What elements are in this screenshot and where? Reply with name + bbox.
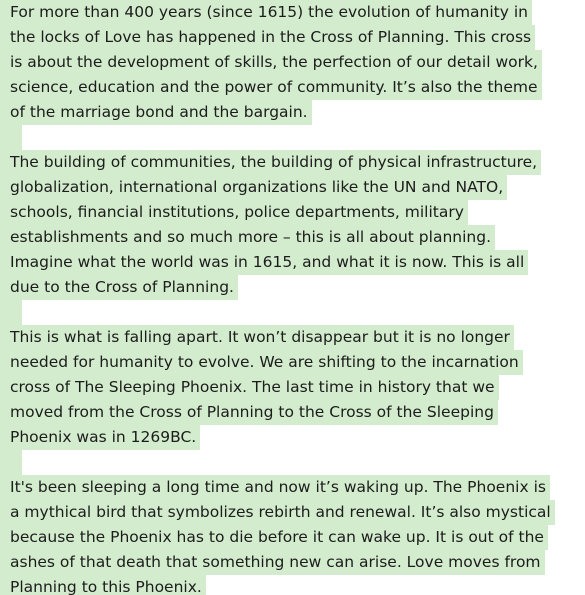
spacer-highlight (0, 125, 22, 150)
text-line: schools, financial institutions, police departments, military (0, 200, 468, 225)
paragraph-4 (0, 475, 555, 595)
spacer-highlight (0, 450, 22, 475)
paragraph-spacer (0, 125, 542, 150)
spacer-highlight (0, 300, 22, 325)
text-line: The building of communities, the building of physical infrastructure, (0, 150, 541, 175)
paragraph-spacer (0, 300, 541, 325)
text-line: is about the development of skills, the perfection of our detail work, (0, 50, 542, 75)
text-line: It's been sleeping a long time and now it’s waking up. The Phoenix is (0, 475, 550, 500)
text-line: globalization, international organizations like the UN and NATO, (0, 175, 507, 200)
text-line: cross of The Sleeping Phoenix. The last time in history that we (0, 375, 499, 400)
paragraph-spacer (0, 450, 523, 475)
text-line: establishments and so much more – this is all about planning. (0, 225, 495, 250)
paragraph-1 (0, 0, 542, 150)
text-line: This is what is falling apart. It won’t disappear but it is no longer (0, 325, 514, 350)
text-line: of the marriage bond and the bargain. (0, 100, 312, 125)
text-line: due to the Cross of Planning. (0, 275, 238, 300)
text-line: ashes of that death that something new can arise. Love moves from (0, 550, 545, 575)
text-line: Imagine what the world was in 1615, and what it is now. This is all (0, 250, 528, 275)
text-line: science, education and the power of community. It’s also the theme (0, 75, 542, 100)
text-line: needed for humanity to evolve. We are shifting to the incarnation (0, 350, 523, 375)
paragraph-2 (0, 150, 541, 325)
text-line: moved from the Cross of Planning to the Cross of the Sleeping (0, 400, 498, 425)
text-line: a mythical bird that symbolizes rebirth and renewal. It’s also mystical (0, 500, 555, 525)
text-line: the locks of Love has happened in the Cross of Planning. This cross (0, 25, 535, 50)
text-line: because the Phoenix has to die before it can wake up. It is out of the (0, 525, 548, 550)
text-line: Planning to this Phoenix. (0, 575, 206, 595)
paragraph-3 (0, 325, 523, 475)
text-line: For more than 400 years (since 1615) the evolution of humanity in (0, 0, 532, 25)
text-line: Phoenix was in 1269BC. (0, 425, 200, 450)
